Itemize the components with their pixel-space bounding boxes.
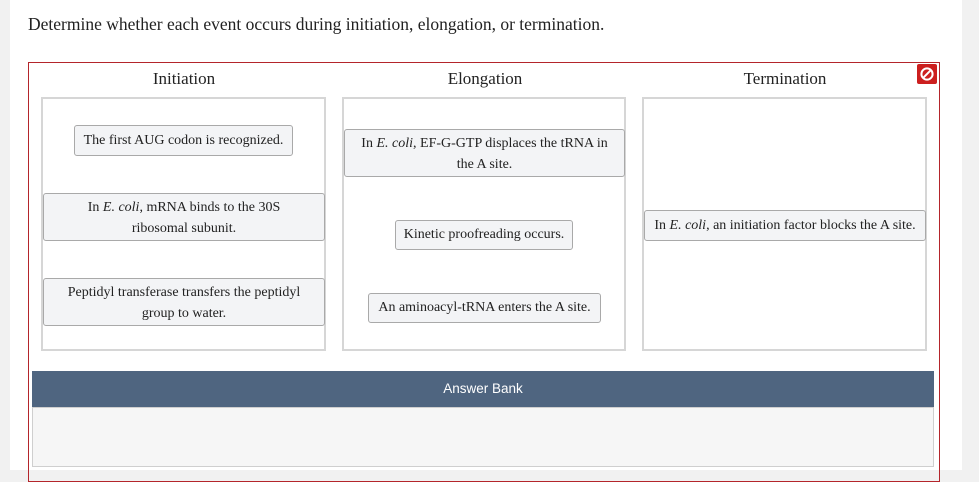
drop-zone-termination[interactable] xyxy=(642,97,927,351)
drop-zone-initiation[interactable] xyxy=(41,97,326,351)
card-text: An aminoacyl-tRNA enters the A site. xyxy=(378,300,591,315)
column-title-elongation: Elongation xyxy=(447,69,523,88)
answer-bank-area[interactable] xyxy=(32,407,934,467)
card-initiation-factor[interactable]: In E. coli, an initiation factor blocks the A site. xyxy=(644,210,926,241)
card-ef-g-gtp[interactable]: In E. coli, EF-G-GTP displaces the tRNA in the A site. xyxy=(344,129,625,177)
card-kinetic-proofreading[interactable] xyxy=(395,220,573,250)
card-text: Kinetic proofreading occurs. xyxy=(403,227,565,242)
card-text: Peptidyl transferase transfers the peptidyl group to water. xyxy=(67,285,301,321)
sorting-board xyxy=(28,62,940,482)
drop-zone-elongation[interactable] xyxy=(342,97,626,351)
card-peptidyl-transferase[interactable] xyxy=(43,278,325,326)
card-aminoacyl-trna[interactable] xyxy=(368,293,601,323)
card-aug-codon[interactable] xyxy=(74,125,293,156)
question-prompt: Determine whether each event occurs during initiation, elongation, or termination. xyxy=(28,14,605,34)
page xyxy=(10,0,962,470)
answer-bank-header: Answer Bank xyxy=(32,371,934,407)
card-mrna-binds[interactable]: In E. coli, mRNA binds to the 30S ribosomal subunit. xyxy=(43,193,325,241)
column-title-termination: Termination xyxy=(743,69,827,88)
card-text: The first AUG codon is recognized. xyxy=(83,133,284,148)
column-title-initiation: Initiation xyxy=(152,69,216,88)
